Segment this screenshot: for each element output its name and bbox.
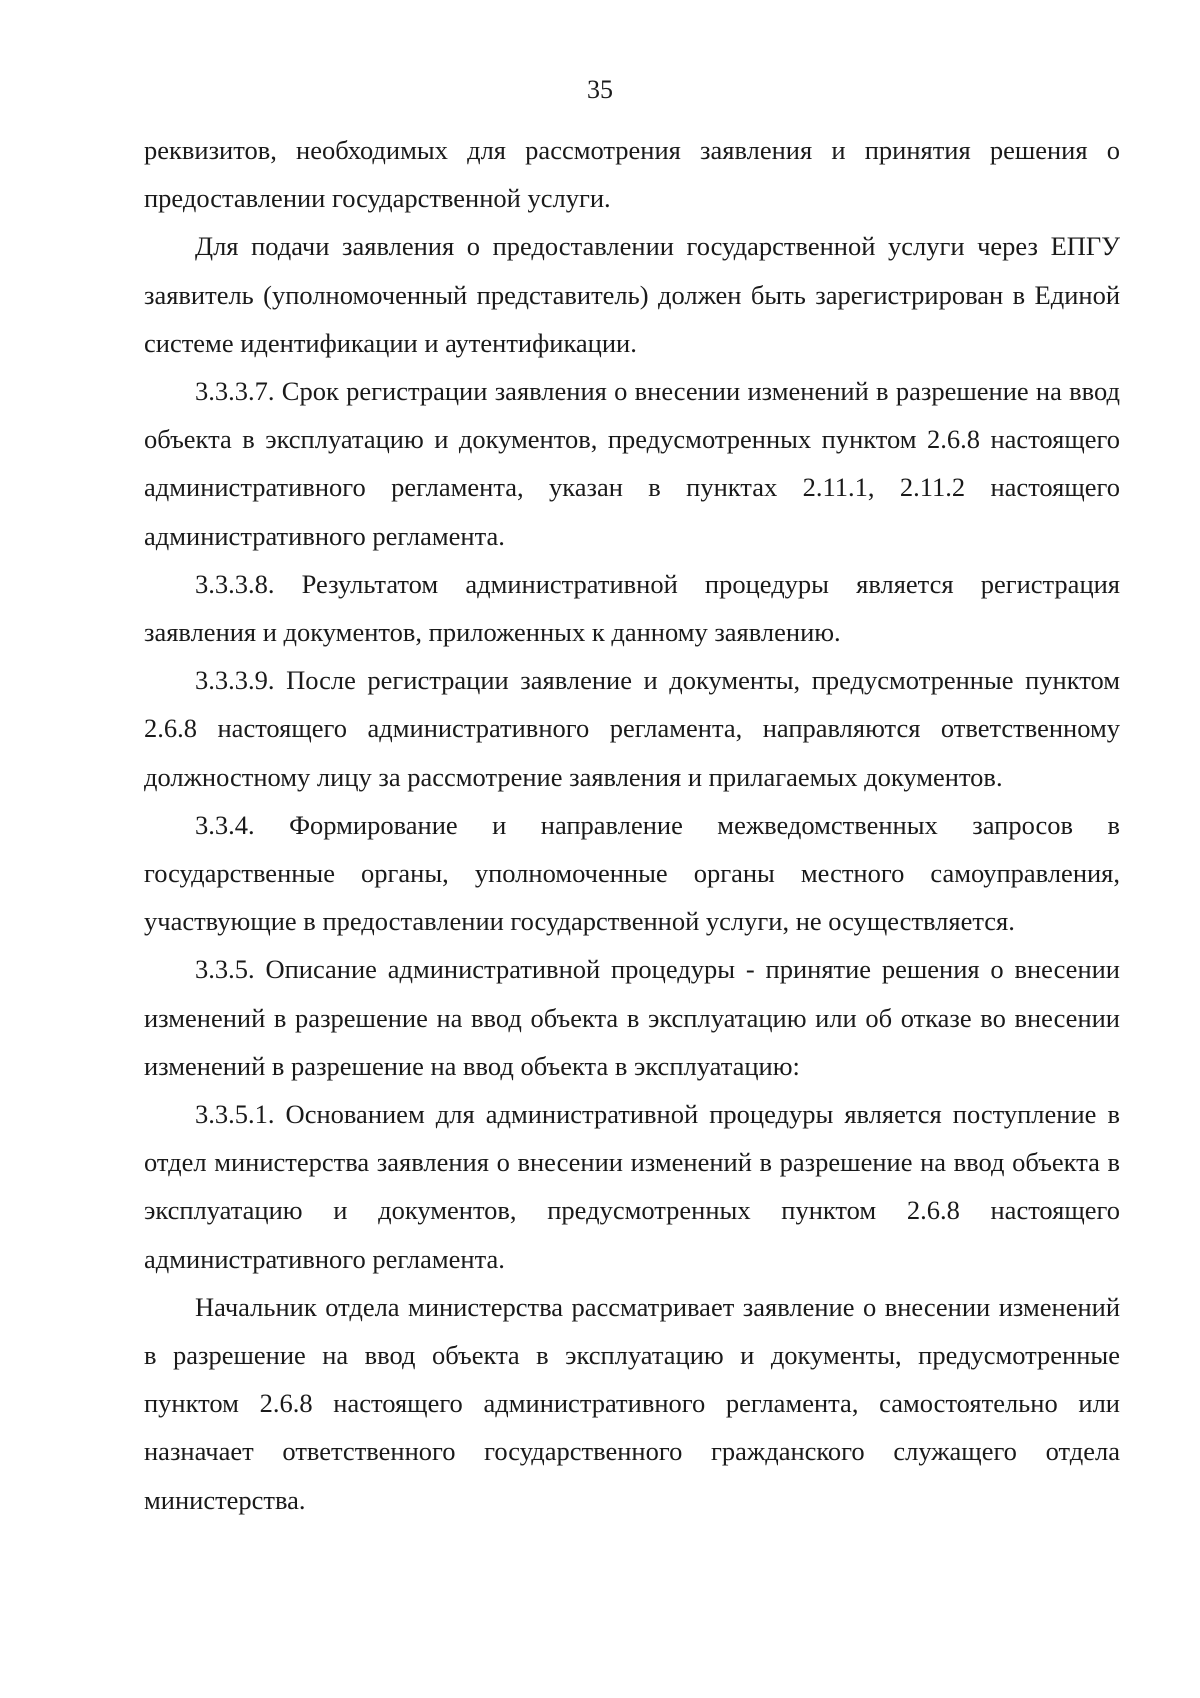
paragraph-3-3-3-9: 3.3.3.9. После регистрации заявление и документы, предусмотренные пунктом 2.6.8 настоящего административного регламента, направляются ответственному должностному лицу за рассмотрение заявления и прилагаемых документов. [144,665,1120,792]
paragraph-3-3-3-8: 3.3.3.8. Результатом административной процедуры является регистрация заявления и документов, приложенных к данному заявлению. [144,568,1120,648]
paragraph-epgu-registration: Для подачи заявления о предоставлении государственной услуги через ЕПГУ заявитель (уполномоченный представитель) должен быть зарегистрирован в Единой системе идентификации и аутентификации. [144,231,1120,358]
document-body [144,126,1120,1524]
paragraph-continuation-requisites: реквизитов, необходимых для рассмотрения заявления и принятия решения о предоставлении государственной услуги. [144,135,1120,214]
paragraph-department-head: Начальник отдела министерства рассматривает заявление о внесении изменений в разрешение на ввод объекта в эксплуатацию и документы, предусмотренные пунктом 2.6.8 настоящего административного регламента, самостоятельно или назначает ответственного государственного гражданского служащего отдела министерства. [144,1291,1120,1515]
paragraph-3-3-4: 3.3.4. Формирование и направление межведомственных запросов в государственные органы, уполномоченные органы местного самоуправления, участвующие в предоставлении государственной услуги, не осуществляется. [144,809,1120,937]
paragraph-3-3-3-7: 3.3.3.7. Срок регистрации заявления о внесении изменений в разрешение на ввод объекта в эксплуатацию и документов, предусмотренных пунктом 2.6.8 настоящего административного регламента, указан в пунктах 2.11.1, 2.11.2 настоящего административного регламента. [144,376,1120,551]
paragraph-3-3-5: 3.3.5. Описание административной процедуры - принятие решения о внесении изменений в разрешение на ввод объекта в эксплуатацию или об отказе во внесении изменений в разрешение на ввод объекта в эксплуатацию: [144,954,1120,1081]
paragraph-3-3-5-1: 3.3.5.1. Основанием для административной процедуры является поступление в отдел министерства заявления о внесении изменений в разрешение на ввод объекта в эксплуатацию и документов, предусмотренных пунктом 2.6.8 настоящего административного регламента. [144,1099,1120,1274]
page-number: 35 [587,75,613,104]
